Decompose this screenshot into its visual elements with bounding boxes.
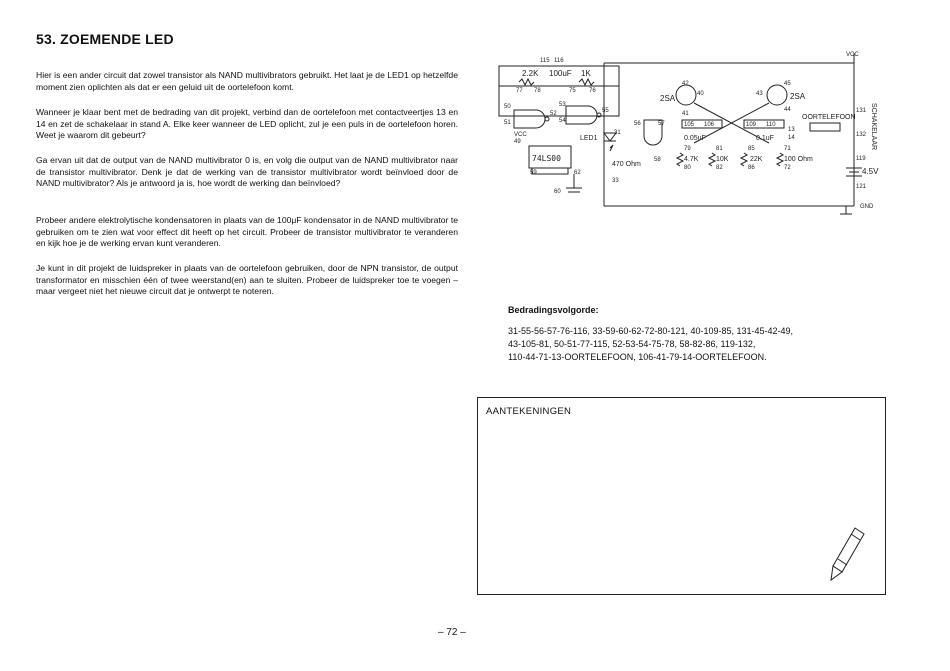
transistor-q1	[676, 85, 696, 105]
svg-text:55: 55	[602, 108, 609, 114]
label-1k: 1K	[581, 69, 591, 78]
pencil-icon	[825, 524, 867, 584]
svg-text:22K: 22K	[750, 156, 763, 163]
svg-text:85: 85	[748, 146, 755, 152]
svg-text:53: 53	[559, 102, 566, 108]
svg-text:14: 14	[788, 135, 795, 141]
svg-text:77: 77	[516, 88, 523, 94]
paragraph-question: Ga ervan uit dat de output van de NAND multivibrator 0 is, en volg die output van de NAND multivibrator naar de transistor multivibrator. Denk je dat de werking van de transistor multivibrator wordt beïnvloed door de NAND multivibrator? Als je antwoord ja is, hoe wordt de werking dan beïnvloed?	[36, 155, 458, 189]
svg-text:121: 121	[856, 184, 867, 190]
svg-text:76: 76	[589, 88, 596, 94]
svg-text:75: 75	[569, 88, 576, 94]
label-oortelefoon: OORTELEFOON	[802, 114, 856, 121]
svg-text:60: 60	[554, 189, 561, 195]
label-100uf: 100uF	[549, 69, 572, 78]
svg-text:109: 109	[746, 122, 757, 128]
svg-text:13: 13	[788, 127, 795, 133]
svg-text:4.7K: 4.7K	[684, 156, 699, 163]
svg-text:31: 31	[614, 130, 621, 136]
svg-text:470 Ohm: 470 Ohm	[612, 161, 641, 168]
svg-text:0.05uF: 0.05uF	[684, 135, 706, 142]
svg-text:33: 33	[612, 178, 619, 184]
transistor-q2	[767, 85, 787, 105]
svg-text:VCC: VCC	[846, 52, 859, 58]
paragraph-speaker: Je kunt in dit projekt de luidspreker in plaats van de oortelefoon gebruiken, door de NPN transistor, de output transformator en misschien één of twee weerstand(en) aan te sluiten. Probeer de luidspreker toe te voegen – maar vergeet niet het nieuwe circuit dat je ontwerpt te noteren.	[36, 263, 458, 297]
svg-text:59: 59	[530, 170, 537, 176]
svg-text:105: 105	[684, 122, 695, 128]
svg-text:43: 43	[756, 91, 763, 97]
svg-text:54: 54	[559, 118, 566, 124]
wiring-line-3: 110-44-71-13-OORTELEFOON, 106-41-79-14-OORTELEFOON.	[508, 352, 767, 362]
svg-text:52: 52	[550, 111, 557, 117]
svg-text:10K: 10K	[716, 156, 729, 163]
paragraph-instructions: Wanneer je klaar bent met de bedrading van dit projekt, verbind dan de oortelefoon met contactveertjes 13 en 14 en zet de schakelaar in stand A. Elke keer wanneer de LED oplicht, zul je een puls in de oortelefoon horen. Weet je waarom dit gebeurt?	[36, 107, 458, 141]
svg-text:132: 132	[856, 132, 867, 138]
svg-text:79: 79	[684, 146, 691, 152]
svg-text:40: 40	[697, 91, 704, 97]
wiring-heading: Bedradingsvolgorde:	[508, 305, 599, 315]
svg-text:58: 58	[654, 157, 661, 163]
paragraph-intro: Hier is een ander circuit dat zowel transistor als NAND multivibrators gebruikt. Het laat je de LED1 op hetzelfde moment zien oplichten als dat er een geluid uit de oortelefoon komt.	[36, 70, 458, 92]
svg-text:VCC: VCC	[514, 132, 527, 138]
svg-text:100 Ohm: 100 Ohm	[784, 156, 813, 163]
svg-text:56: 56	[634, 121, 641, 127]
svg-text:116: 116	[554, 58, 564, 64]
svg-text:4.5V: 4.5V	[862, 167, 879, 176]
svg-text:72: 72	[784, 165, 791, 171]
svg-text:45: 45	[784, 81, 791, 87]
svg-text:GND: GND	[860, 204, 874, 210]
svg-text:86: 86	[748, 165, 755, 171]
svg-text:41: 41	[682, 111, 689, 117]
svg-text:2SA: 2SA	[660, 94, 676, 103]
svg-text:131: 131	[856, 108, 867, 114]
svg-text:0.1uF: 0.1uF	[756, 135, 774, 142]
svg-text:82: 82	[716, 165, 723, 171]
svg-text:44: 44	[784, 107, 791, 113]
svg-text:106: 106	[704, 122, 715, 128]
circuit-schematic	[494, 48, 894, 218]
label-schakelaar: SCHAKELAAR	[870, 103, 877, 151]
svg-text:119: 119	[856, 156, 866, 162]
svg-text:51: 51	[504, 120, 511, 126]
nand-gate-2	[566, 106, 597, 124]
notes-label: AANTEKENINGEN	[486, 406, 572, 417]
svg-text:42: 42	[682, 81, 689, 87]
svg-text:115: 115	[540, 58, 550, 64]
svg-text:LED1: LED1	[580, 135, 598, 142]
svg-text:110: 110	[766, 122, 776, 128]
svg-text:50: 50	[504, 104, 511, 110]
svg-text:62: 62	[574, 170, 581, 176]
svg-text:80: 80	[684, 165, 691, 171]
svg-text:2SA: 2SA	[790, 92, 806, 101]
page-number: – 72 –	[438, 627, 466, 638]
svg-text:81: 81	[716, 146, 723, 152]
wiring-line-1: 31-55-56-57-76-116, 33-59-60-62-72-80-121, 40-109-85, 131-45-42-49,	[508, 326, 794, 336]
label-2-2k: 2.2K	[522, 69, 539, 78]
project-title: 53. ZOEMENDE LED	[36, 31, 174, 47]
svg-text:57: 57	[658, 121, 665, 127]
paragraph-experiment: Probeer andere elektrolytische kondensatoren in plaats van de 100μF kondensator in de NAND multivibrator te gebruiken om te zien wat voor effect dit heeft op het circuit. Probeer de transistor multivibrator te veranderen en kijk hoe je de werking ervan kunt veranderen.	[36, 215, 458, 249]
svg-text:71: 71	[784, 146, 791, 152]
svg-text:49: 49	[514, 139, 521, 145]
svg-text:78: 78	[534, 88, 541, 94]
svg-text:74LS00: 74LS00	[532, 154, 561, 163]
nand-gate-1	[514, 110, 545, 128]
wiring-line-2: 43-105-81, 50-51-77-115, 52-53-54-75-78, 58-82-86, 119-132,	[508, 339, 756, 349]
notes-box[interactable]	[477, 397, 886, 595]
